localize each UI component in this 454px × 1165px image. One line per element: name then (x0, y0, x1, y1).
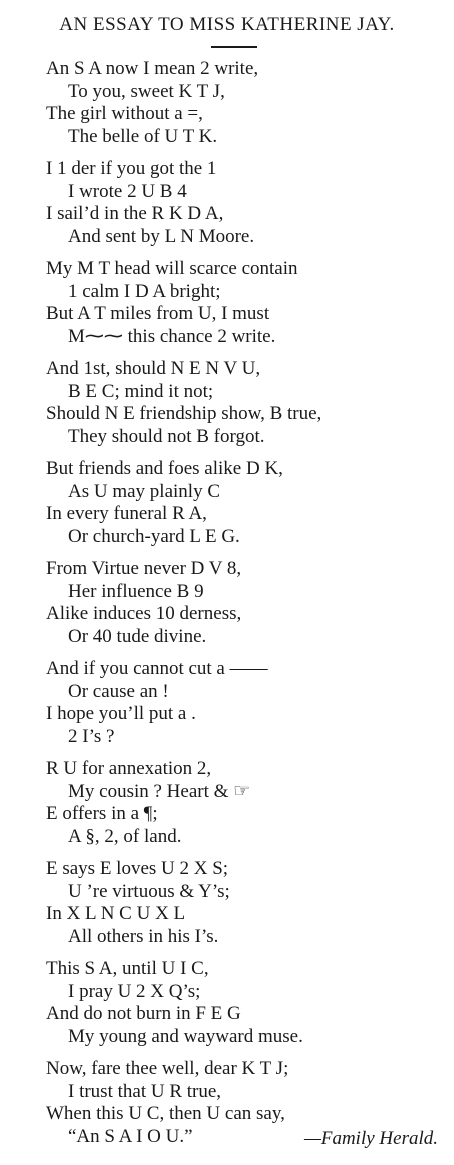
poem-line: U ’re virtuous & Y’s; (68, 880, 230, 902)
poem-line: Now, fare thee well, dear K T J; (46, 1058, 289, 1079)
poem-line: And do not burn in F E G (46, 1003, 241, 1024)
stanza (46, 858, 446, 948)
source-attribution: —Family Herald. (303, 1128, 438, 1149)
poem-line: In every funeral R A, (46, 503, 207, 524)
stanza (46, 458, 446, 548)
poem-line: 2 I’s ? (68, 725, 115, 747)
poem-line: R U for annexation 2, (46, 758, 212, 779)
poem-line: B E C; mind it not; (68, 380, 214, 402)
stanza (46, 358, 446, 448)
stanza (46, 258, 446, 348)
poem-line: To you, sweet K T J, (68, 80, 225, 102)
stanza (46, 958, 446, 1048)
poem-line: Her influence B 9 (68, 580, 204, 602)
poem-line: Or church-yard L E G. (68, 525, 240, 547)
poem-line: My young and wayward muse. (68, 1025, 303, 1047)
poem-line: All others in his I’s. (68, 925, 219, 947)
poem-line: And 1st, should N E N V U, (46, 358, 261, 379)
stanza (46, 58, 446, 148)
poem-line: When this U C, then U can say, (46, 1103, 285, 1124)
poem-line: As U may plainly C (68, 480, 220, 502)
poem-line: A §, 2, of land. (68, 825, 182, 847)
poem-line: But A T miles from U, I must (46, 303, 270, 324)
poem-line: “An S A I O U.” (68, 1125, 193, 1147)
poem-line: And if you cannot cut a —— (46, 658, 268, 679)
stanza (46, 558, 446, 648)
poem-line: From Virtue never D V 8, (46, 558, 242, 579)
stanza (46, 758, 446, 848)
poem-line: I wrote 2 U B 4 (68, 180, 187, 202)
poem-line: I sail’d in the R K D A, (46, 203, 224, 224)
poem-line: They should not B forgot. (68, 425, 265, 447)
poem-line: In X L N C U X L (46, 903, 186, 924)
poem-line: E says E loves U 2 X S; (46, 858, 229, 879)
essay-title: AN ESSAY TO MISS KATHERINE JAY. (59, 14, 395, 35)
poem-line: I trust that U R true, (68, 1080, 222, 1102)
poem-line: This S A, until U I C, (46, 958, 209, 979)
poem-line: M⁓⁓ this chance 2 write. (68, 325, 276, 347)
poem-line: The belle of U T K. (68, 125, 218, 147)
poem-line: 1 calm I D A bright; (68, 280, 221, 302)
poem-line: Or 40 tude divine. (68, 625, 207, 647)
poem-body (46, 58, 446, 1158)
title-divider (211, 46, 257, 48)
stanza (46, 158, 446, 248)
poem-line: My cousin ? Heart & ☞ (68, 780, 251, 802)
poem-line: Or cause an ! (68, 680, 169, 702)
poem-line: An S A now I mean 2 write, (46, 58, 259, 79)
poem-line: But friends and foes alike D K, (46, 458, 283, 479)
poem-line: I 1 der if you got the 1 (46, 158, 217, 179)
poem-line: Should N E friendship show, B true, (46, 403, 322, 424)
poem-line: I pray U 2 X Q’s; (68, 980, 201, 1002)
poem-line: Alike induces 10 derness, (46, 603, 242, 624)
poem-line: My M T head will scarce contain (46, 258, 298, 279)
poem-line: I hope you’ll put a . (46, 703, 196, 724)
poem-line: E offers in a ¶; (46, 803, 158, 824)
poem-line: And sent by L N Moore. (68, 225, 255, 247)
poem-line: The girl without a =, (46, 103, 203, 124)
stanza (46, 658, 446, 748)
